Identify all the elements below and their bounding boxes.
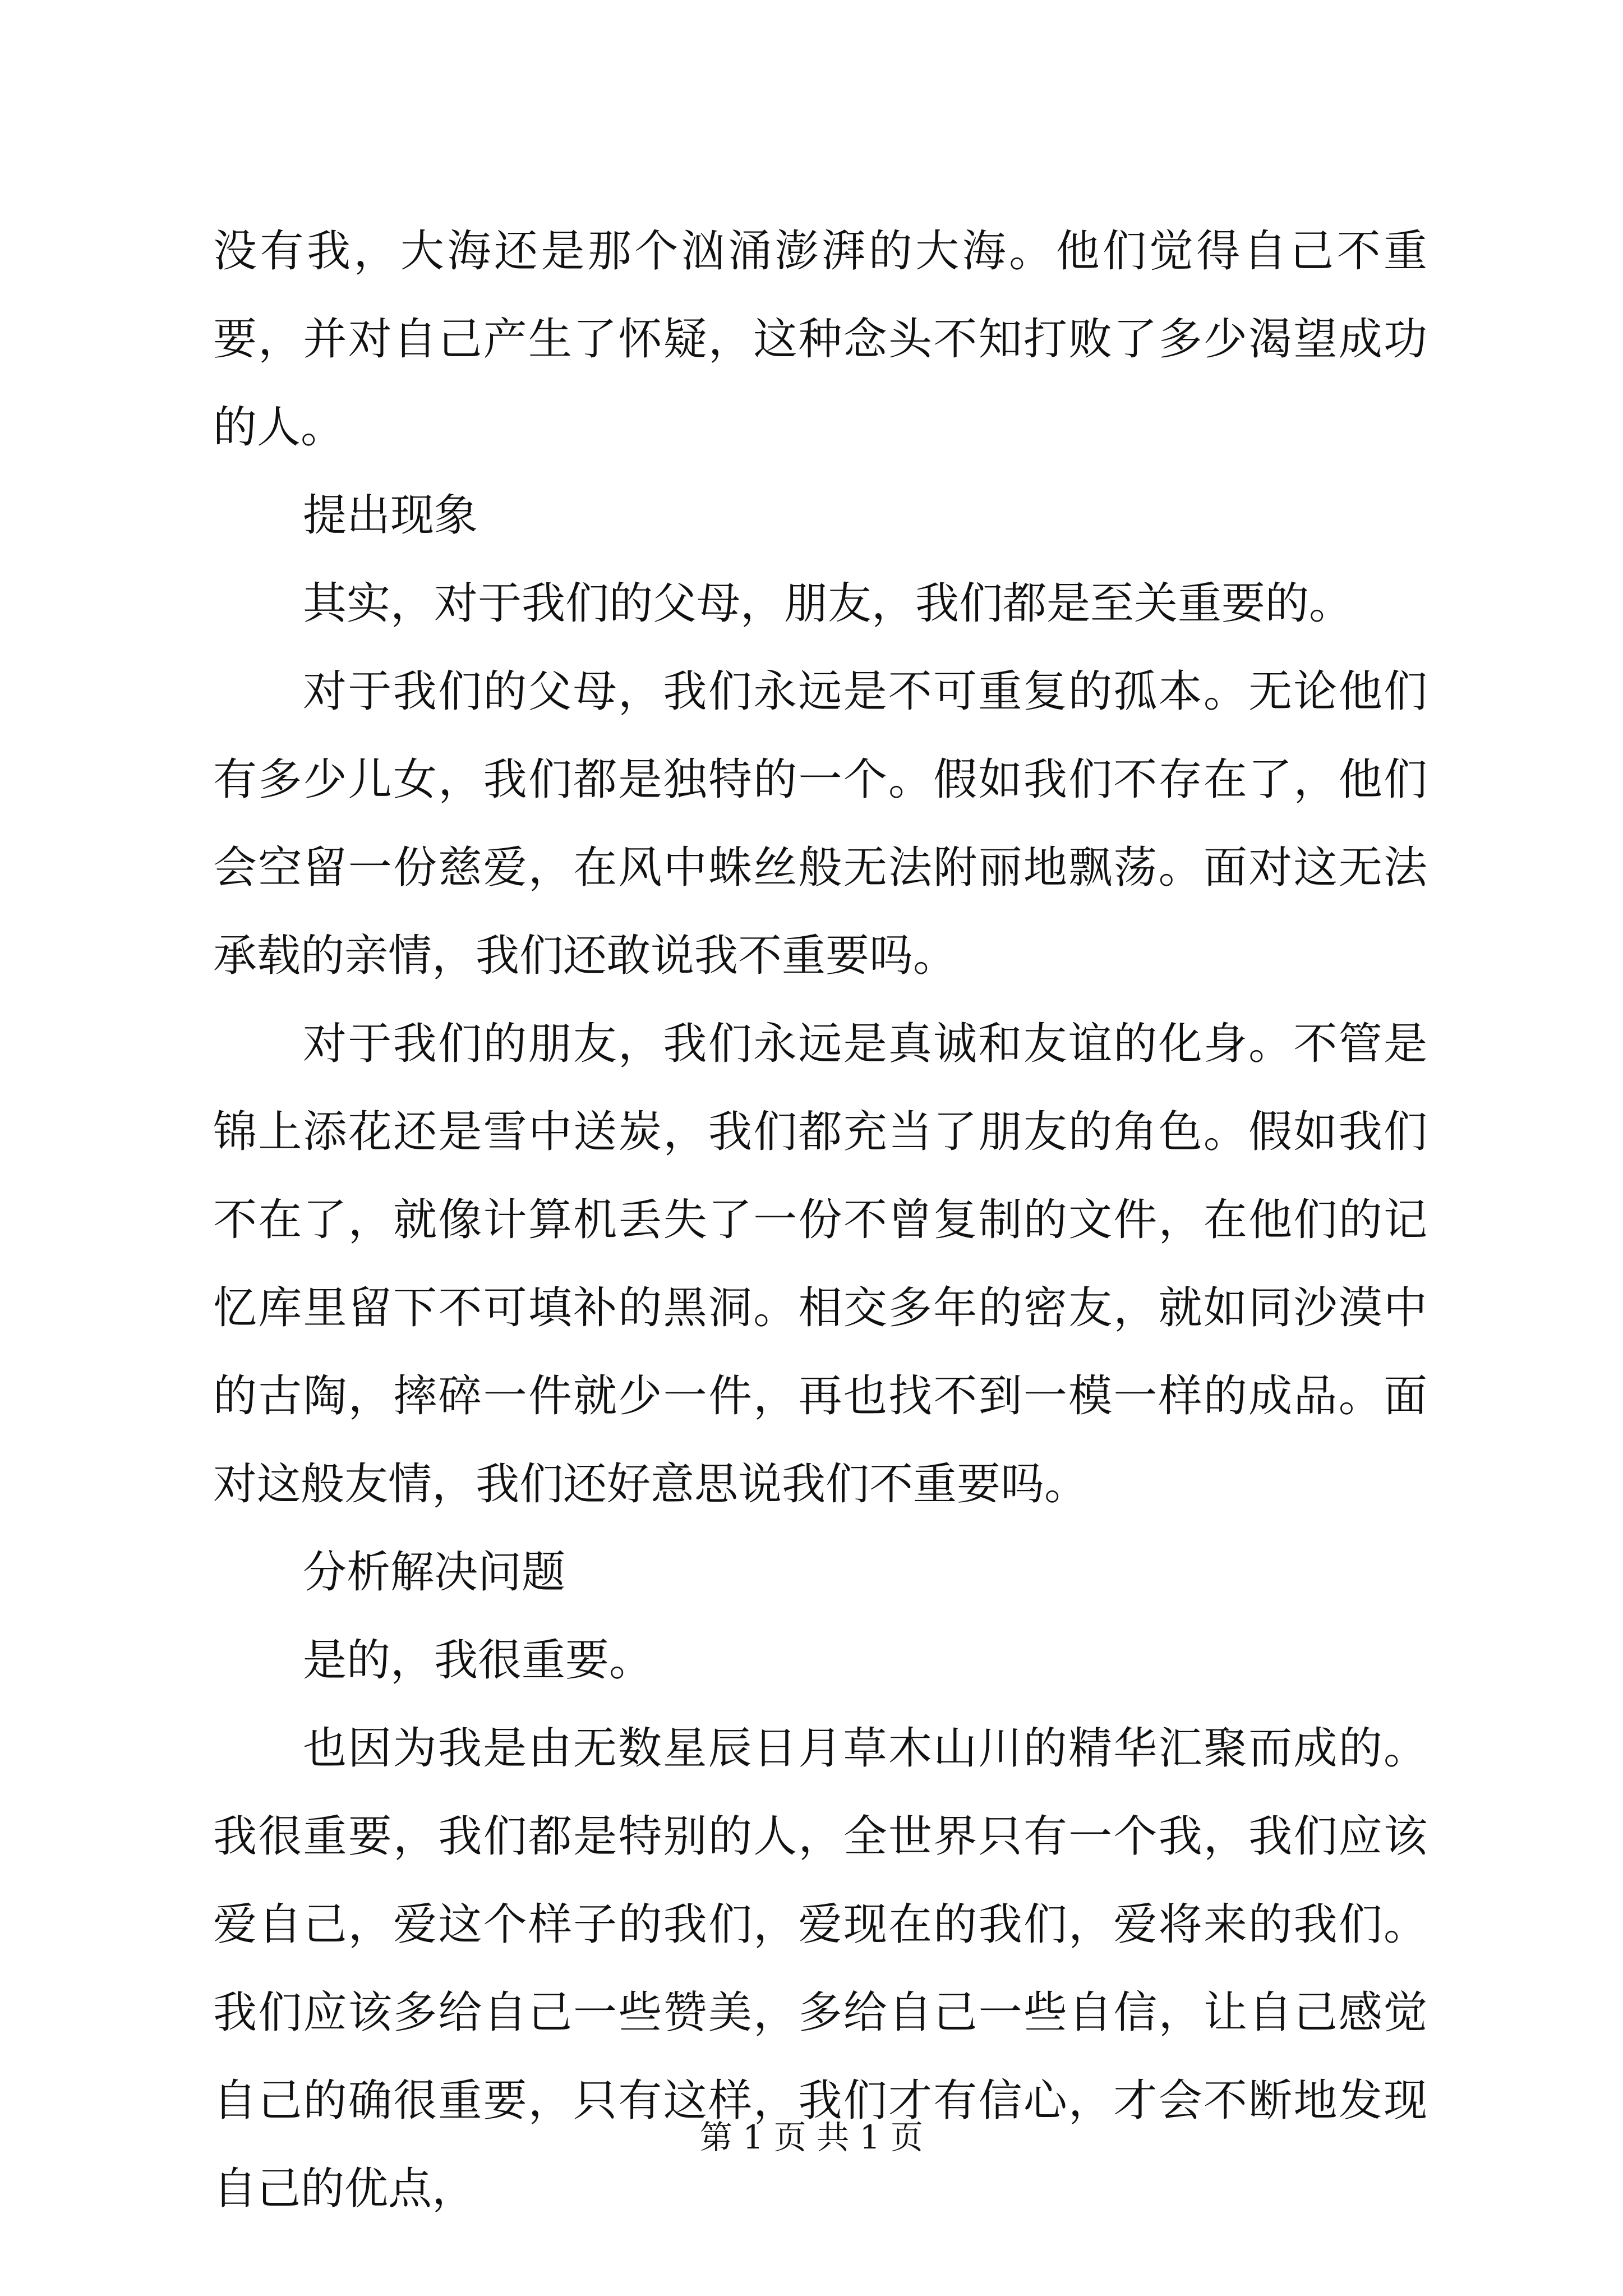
paragraph: 对于我们的朋友，我们永远是真诚和友谊的化身。不管是锦上添花还是雪中送炭，我们都充当了朋友的角色。假如我们不在了，就像计算机丢失了一份不曾复制的文件，在他们的记忆库里留下不可填补的黑洞。相交多年的密友，就如同沙漠中的古陶，摔碎一件就少一件，再也找不到一模一样的成品。面对这般友情，我们还好意思说我们不重要吗。 — [213, 1019, 1427, 1510]
section-heading-analyze-solve: 分析解决问题 — [303, 1547, 566, 1598]
paragraph: 对于我们的父母，我们永远是不可重复的孤本。无论他们有多少儿女，我们都是独特的一个。假如我们不存在了，他们会空留一份慈爱，在风中蛛丝般无法附丽地飘荡。面对这无法承载的亲情，我们还敢说我不重要吗。 — [213, 666, 1427, 981]
paragraph-continuation: 没有我，大海还是那个汹涌澎湃的大海。他们觉得自己不重要，并对自己产生了怀疑，这种念头不知打败了多少渴望成功的人。 — [213, 226, 1427, 453]
document-body — [213, 208, 1427, 2233]
page-footer — [0, 2115, 1623, 2160]
section-heading-propose-phenomenon: 提出现象 — [303, 490, 478, 541]
paragraph: 也因为我是由无数星辰日月草木山川的精华汇聚而成的。我很重要，我们都是特别的人，全世界只有一个我，我们应该爱自己，爱这个样子的我们，爱现在的我们，爱将来的我们。我们应该多给自己一些赞美，多给自己一些自信，让自己感觉自己的确很重要，只有这样，我们才有信心，才会不断地发现自己的优点， — [213, 1723, 1427, 2214]
paragraph: 其实，对于我们的父母，朋友，我们都是至关重要的。 — [303, 578, 1353, 629]
page-number-label: 第 1 页 共 1 页 — [700, 2118, 923, 2156]
paragraph: 是的，我很重要。 — [303, 1635, 653, 1686]
